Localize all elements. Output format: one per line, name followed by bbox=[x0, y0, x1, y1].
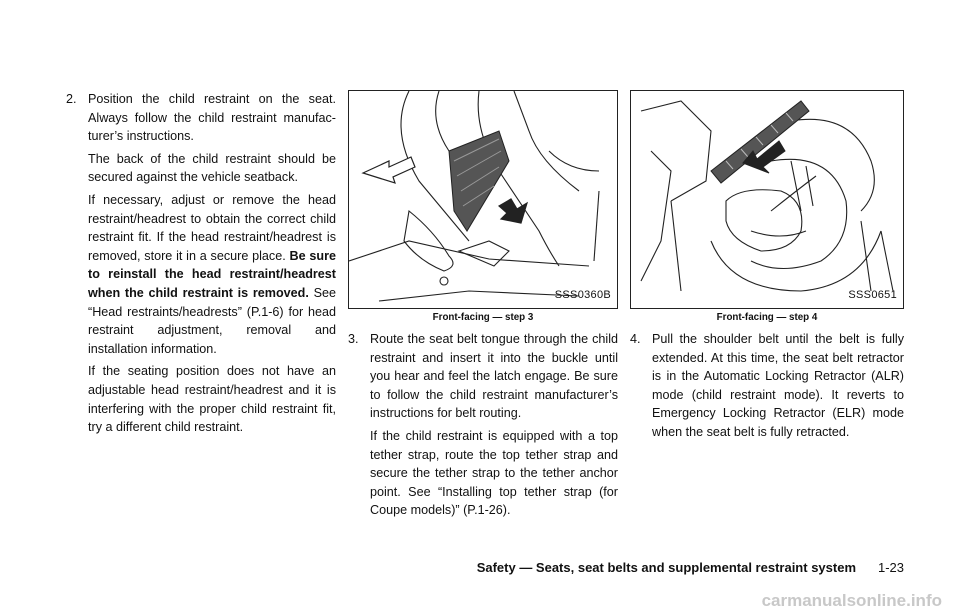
child-seat-shoulder-belt-illustration bbox=[631, 91, 904, 309]
step-number: 3. bbox=[348, 332, 359, 346]
step-number: 2. bbox=[66, 92, 77, 106]
column-1 bbox=[66, 90, 336, 437]
step-text: Pull the shoulder belt until the belt is fully extended. At this time, the seat belt retractor is in the Automatic Locking Retractor (ALR) mode (child restraint mode). It reverts to Emergency Locking Retractor (ELR) mode when the seat belt is fully retracted. bbox=[652, 332, 904, 439]
column-3 bbox=[630, 90, 904, 442]
figure-step-3 bbox=[348, 90, 618, 309]
step-4 bbox=[630, 330, 904, 442]
watermark: carmanualsonline.info bbox=[761, 591, 942, 610]
figure-code: SSS0651 bbox=[848, 289, 897, 302]
step-text: Position the child restraint on the seat. Always follow the child restraint manufac-turer’s instructions. bbox=[88, 92, 336, 144]
paragraph: If the child restraint is equipped with a top tether strap, route the top tether strap and secure the tether strap to the tether anchor point. See “Installing top tether strap (for Coupe models)” (P.1-26). bbox=[370, 428, 618, 518]
step-2 bbox=[66, 90, 336, 146]
column-2 bbox=[348, 90, 618, 520]
figure-step-4 bbox=[630, 90, 904, 309]
step-number: 4. bbox=[630, 332, 641, 346]
figure-caption: Front-facing — step 4 bbox=[716, 312, 818, 323]
section-title: Safety — Seats, seat belts and supplemental restraint system bbox=[476, 560, 856, 575]
page-number: 1-23 bbox=[877, 560, 904, 575]
step-3 bbox=[348, 330, 618, 423]
warning-text: Be sure to reinstall the head restraint/headrest when the child restraint is removed. bbox=[88, 248, 337, 300]
child-seat-buckle-illustration bbox=[349, 91, 618, 309]
paragraph: If necessary, adjust or remove the head restraint/headrest to obtain the correct child restraint fit. If the head restraint/headrest is removed, store it in a secure place. Be sure to reinstall the head restraint/headrest when the child restraint is removed. See “Head restraints/headrests” (P.1-6) for head restraint adjustment, removal and installation information. bbox=[88, 192, 337, 356]
paragraph: If the seating position does not have an adjustable head restraint/headrest and it is interfering with the proper child restraint fit, try a different child restraint. bbox=[88, 364, 336, 435]
figure-code: SSS0360B bbox=[554, 289, 611, 302]
paragraph: The back of the child restraint should be secured against the vehicle seatback. bbox=[88, 151, 336, 185]
step-text: Route the seat belt tongue through the child restraint and insert it into the buckle until you hear and feel the latch engage. Be sure to follow the child restraint manufacturer’s instructions for belt routing. bbox=[370, 332, 618, 421]
figure-caption: Front-facing — step 3 bbox=[432, 312, 534, 323]
